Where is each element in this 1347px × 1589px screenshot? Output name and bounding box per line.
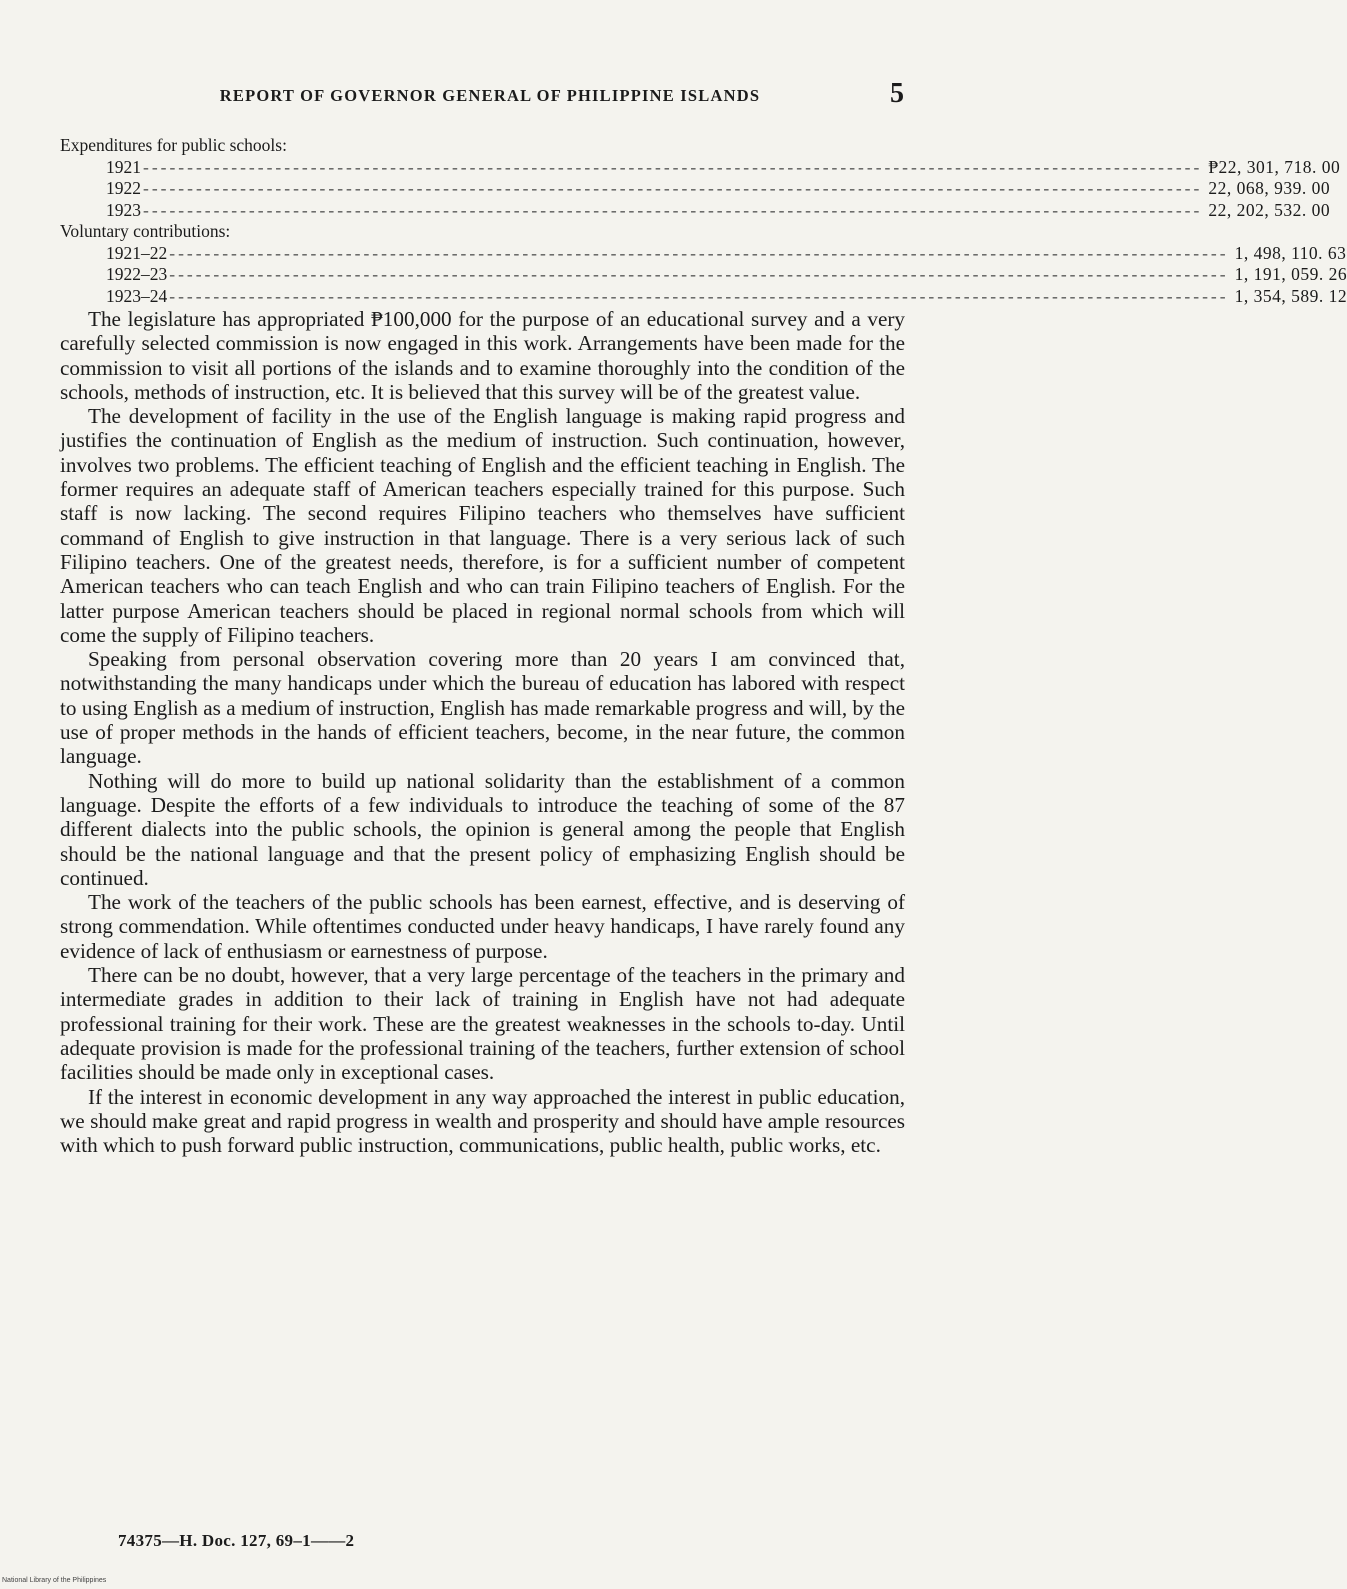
leader-dots: ------------------------------------------------------------------------------------------------------------------------ (169, 242, 1229, 263)
table-row (60, 199, 1331, 222)
running-title: REPORT OF GOVERNOR GENERAL OF PHILIPPINE ISLANDS (219, 86, 761, 105)
leader-dots: ------------------------------------------------------------------------------------------------------------------------ (169, 264, 1229, 284)
paragraph: There can be no doubt, however, that a very large percentage of the teachers in the primary and intermediate grades in addition to their lack of training in English have not had adequate professional training for their work. These are the greatest weaknesses in the schools to-day. Until adequate provision is made for the professional training of the teachers, further extension of school facilities should be made only in exceptional cases. (60, 963, 905, 1085)
leader-dots: ------------------------------------------------------------------------------------------------------------------------ (143, 178, 1203, 198)
expenditures-table (60, 135, 1347, 307)
paragraph: The work of the teachers of the public schools has been earnest, effective, and is deserving of strong commendation. While oftentimes conducted under heavy handicaps, I have rarely found any evidence of lack of enthusiasm or earnestness of purpose. (60, 890, 905, 963)
scan-credit: National Library of the Philippines (2, 1577, 107, 1584)
row-label: 1921–22 (106, 242, 168, 263)
row-value: 22, 068, 939. 00 (1208, 178, 1331, 198)
row-value: 1, 498, 110. 63 (1234, 242, 1347, 263)
row-label: 1922–23 (106, 264, 168, 284)
leader-dots: ------------------------------------------------------------------------------------------------------------------------ (143, 156, 1203, 177)
row-label: 1923 (106, 199, 141, 220)
paragraph: Speaking from personal observation covering more than 20 years I am convinced that, notwithstanding the many handicaps under which the bureau of education has labored with respect to using English as a medium of instruction, English has made remarkable progress and will, by the use of proper methods in the hands of efficient teachers, become, in the near future, the common language. (60, 647, 905, 769)
page-number: 5 (890, 78, 904, 109)
body-text (60, 307, 905, 1157)
row-label: 1923–24 (106, 285, 168, 306)
table-row (60, 285, 1347, 308)
row-value: 22, 202, 532. 00 (1208, 199, 1331, 220)
row-value: ₱22, 301, 718. 00 (1208, 156, 1341, 177)
paragraph: The legislature has appropriated ₱100,000 for the purpose of an educational survey and a very carefully selected commission is now engaged in this work. Arrangements have been made for the commission to visit all portions of the islands and to examine thoroughly into the condition of the schools, methods of instruction, etc. It is believed that this survey will be of the greatest value. (60, 307, 905, 404)
row-label: Voluntary contributions: (60, 221, 231, 241)
leader-dots: ------------------------------------------------------------------------------------------------------------------------ (143, 199, 1203, 220)
table-section-heading (60, 135, 920, 157)
row-label: 1921 (106, 156, 141, 177)
paragraph: If the interest in economic development in any way approached the interest in public education, we should make great and rapid progress in wealth and prosperity and should have ample resources with which to push forward public instruction, communications, public health, public works, etc. (60, 1084, 905, 1158)
footer-line: 74375—H. Doc. 127, 69–1——2 (118, 1531, 355, 1550)
paragraph: Nothing will do more to build up national solidarity than the establishment of a common language. Despite the efforts of a few individuals to introduce the teaching of some of the 87 different dialects into the public schools, the opinion is general among the people that English should be the national language and that the present policy of emphasizing English should be continued. (60, 768, 905, 890)
paragraph: The development of facility in the use of the English language is making rapid progress and justifies the continuation of English as the medium of instruction. Such continuation, however, involves two problems. The efficient teaching of English and the efficient teaching in English. The former requires an adequate staff of American teachers especially trained for this purpose. Such staff is now lacking. The second requires Filipino teachers who themselves have sufficient command of English to give instruction in that language. There is a very serious lack of such Filipino teachers. One of the greatest needs, therefore, is for a sufficient number of competent American teachers who can teach English and who can train Filipino teachers of English. For the latter purpose American teachers should be placed in regional normal schools from which will come the supply of Filipino teachers. (60, 404, 905, 647)
row-value: 1, 354, 589. 12 (1234, 285, 1347, 306)
row-value: 1, 191, 059. 26 (1234, 264, 1347, 284)
table-row (60, 178, 1331, 200)
table-row (60, 242, 1347, 265)
leader-dots: ------------------------------------------------------------------------------------------------------------------------ (169, 285, 1229, 306)
row-label: Expenditures for public schools: (60, 135, 287, 155)
table-section-heading (60, 221, 920, 243)
row-label: 1922 (106, 178, 141, 198)
table-row (60, 264, 1347, 286)
table-row (60, 156, 1341, 179)
